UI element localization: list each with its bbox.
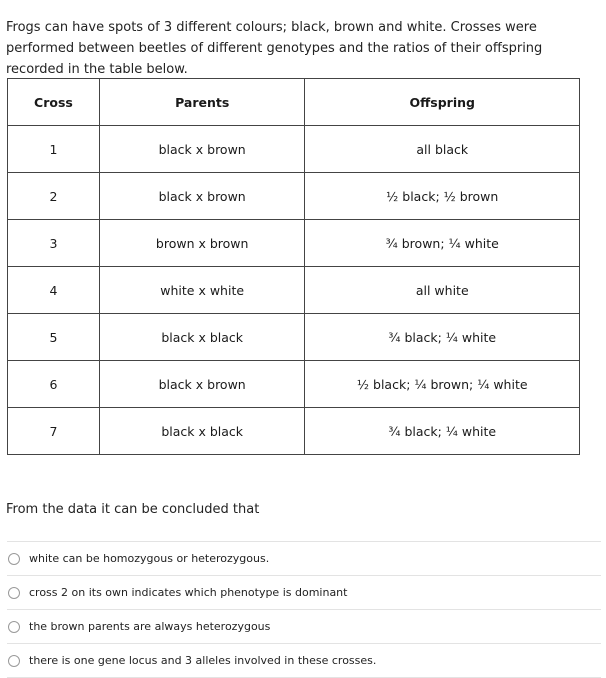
radio-button[interactable]: [8, 587, 20, 599]
offspring-cell: ¾ black; ¼ white: [305, 314, 580, 361]
offspring-cell: all white: [305, 267, 580, 314]
answer-option[interactable]: [7, 610, 601, 644]
table-row: [8, 220, 580, 267]
header-offspring: Offspring: [305, 79, 580, 126]
table-row: [8, 361, 580, 408]
radio-button[interactable]: [8, 553, 20, 565]
header-parents: Parents: [99, 79, 305, 126]
answer-option[interactable]: [7, 541, 601, 576]
parents-cell: black x brown: [99, 126, 305, 173]
parents-cell: black x black: [99, 408, 305, 455]
offspring-cell: ½ black; ¼ brown; ¼ white: [305, 361, 580, 408]
radio-button[interactable]: [8, 621, 20, 633]
parents-cell: black x brown: [99, 173, 305, 220]
intro-text: Frogs can have spots of 3 different colours; black, brown and white. Crosses were performed between beetles of different genotypes and the ratios of their offspring recorded in the table below.: [6, 20, 543, 77]
table-row: [8, 408, 580, 455]
answer-option-label: there is one gene locus and 3 alleles involved in these crosses.: [29, 654, 377, 667]
cross-number: 3: [8, 220, 100, 267]
header-cross: Cross: [8, 79, 100, 126]
answer-option[interactable]: [7, 576, 601, 610]
offspring-cell: ¾ black; ¼ white: [305, 408, 580, 455]
table-row: [8, 173, 580, 220]
parents-cell: white x white: [99, 267, 305, 314]
answer-options: [7, 541, 601, 678]
cross-number: 7: [8, 408, 100, 455]
radio-button[interactable]: [8, 655, 20, 667]
parents-cell: black x brown: [99, 361, 305, 408]
offspring-cell: ¾ brown; ¼ white: [305, 220, 580, 267]
table-row: [8, 126, 580, 173]
offspring-cell: all black: [305, 126, 580, 173]
table-row: [8, 267, 580, 314]
cross-number: 2: [8, 173, 100, 220]
answer-option-label: cross 2 on its own indicates which phenotype is dominant: [29, 586, 348, 599]
answer-option-label: the brown parents are always heterozygous: [29, 620, 271, 633]
table-row: [8, 314, 580, 361]
offspring-cell: ½ black; ½ brown: [305, 173, 580, 220]
table-header-row: [8, 79, 580, 126]
cross-number: 4: [8, 267, 100, 314]
question-prompt: From the data it can be concluded that: [6, 502, 260, 517]
crosses-table: [7, 78, 580, 455]
parents-cell: brown x brown: [99, 220, 305, 267]
parents-cell: black x black: [99, 314, 305, 361]
cross-number: 5: [8, 314, 100, 361]
answer-option-label: white can be homozygous or heterozygous.: [29, 552, 270, 565]
cross-number: 1: [8, 126, 100, 173]
cross-number: 6: [8, 361, 100, 408]
